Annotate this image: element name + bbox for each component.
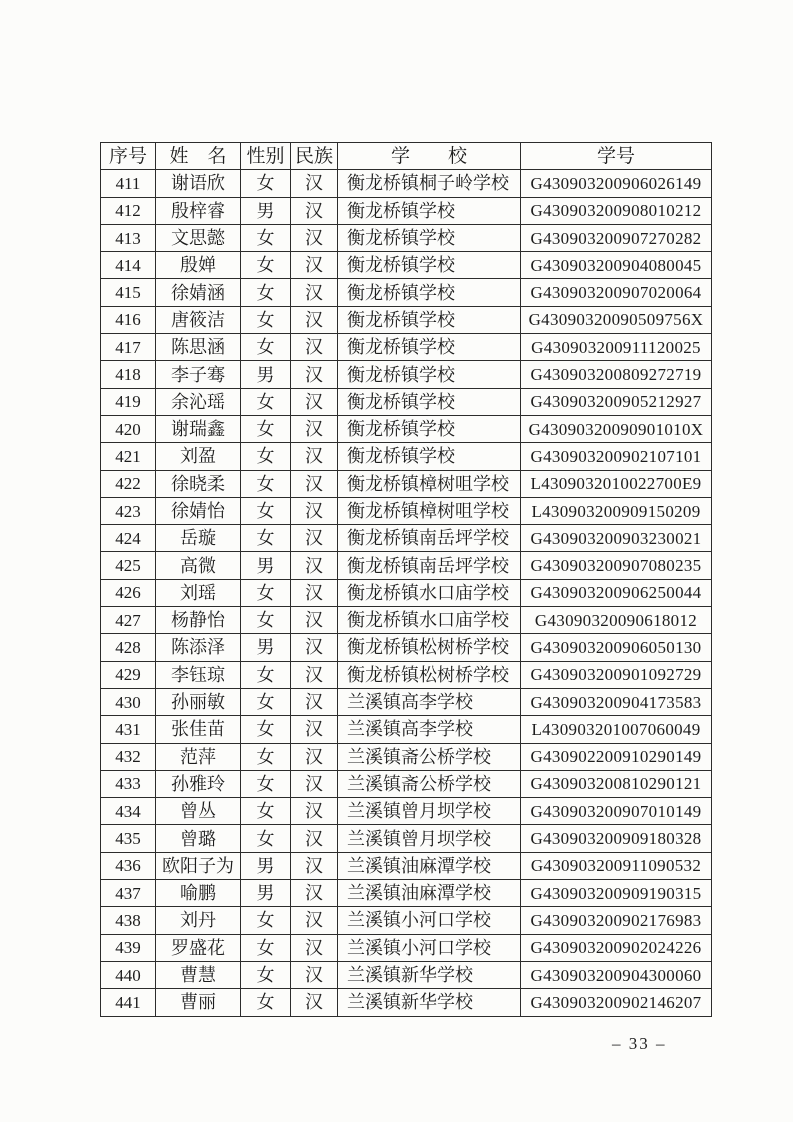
cell-student-id: G430903200907270282: [521, 224, 712, 251]
cell-student-id: G430903200907080235: [521, 552, 712, 579]
cell-gender: 女: [241, 798, 291, 825]
page-number: – 33 –: [612, 1034, 667, 1053]
cell-name: 欧阳子为: [156, 852, 241, 879]
table-row: [101, 798, 712, 825]
cell-ethnicity: 汉: [291, 880, 338, 907]
cell-gender: 女: [241, 334, 291, 361]
cell-student-id: G430903200911090532: [521, 852, 712, 879]
cell-gender: 女: [241, 770, 291, 797]
cell-student-id: G43090320090901010X: [521, 415, 712, 442]
table-row: [101, 279, 712, 306]
table-row: [101, 825, 712, 852]
cell-name: 殷梓睿: [156, 197, 241, 224]
cell-school: 衡龙桥镇水口庙学校: [338, 579, 521, 606]
cell-gender: 女: [241, 825, 291, 852]
cell-name: 罗盛花: [156, 934, 241, 961]
cell-serial: 430: [101, 688, 156, 715]
cell-name: 刘盈: [156, 443, 241, 470]
cell-serial: 428: [101, 634, 156, 661]
table-row: [101, 361, 712, 388]
cell-serial: 427: [101, 607, 156, 634]
cell-student-id: G430903200907020064: [521, 279, 712, 306]
cell-serial: 426: [101, 579, 156, 606]
cell-serial: 441: [101, 989, 156, 1016]
cell-ethnicity: 汉: [291, 388, 338, 415]
cell-serial: 411: [101, 170, 156, 197]
cell-serial: 424: [101, 525, 156, 552]
cell-gender: 女: [241, 252, 291, 279]
cell-student-id: G430903200809272719: [521, 361, 712, 388]
cell-school: 衡龙桥镇樟树咀学校: [338, 497, 521, 524]
table-row: [101, 989, 712, 1016]
cell-serial: 438: [101, 907, 156, 934]
cell-ethnicity: 汉: [291, 907, 338, 934]
cell-ethnicity: 汉: [291, 743, 338, 770]
table-row: [101, 770, 712, 797]
table-row: [101, 443, 712, 470]
cell-school: 衡龙桥镇学校: [338, 279, 521, 306]
cell-student-id: G430903200902024226: [521, 934, 712, 961]
cell-serial: 437: [101, 880, 156, 907]
header-serial: 序号: [101, 143, 156, 170]
table-row: [101, 880, 712, 907]
cell-student-id: G430903200902176983: [521, 907, 712, 934]
cell-student-id: G430903200911120025: [521, 334, 712, 361]
cell-student-id: G430903200904080045: [521, 252, 712, 279]
table-row: [101, 197, 712, 224]
table-header-row: [101, 143, 712, 170]
header-name: 姓 名: [156, 143, 241, 170]
cell-gender: 女: [241, 989, 291, 1016]
cell-serial: 435: [101, 825, 156, 852]
cell-serial: 413: [101, 224, 156, 251]
cell-ethnicity: 汉: [291, 470, 338, 497]
cell-ethnicity: 汉: [291, 252, 338, 279]
cell-serial: 423: [101, 497, 156, 524]
cell-ethnicity: 汉: [291, 224, 338, 251]
cell-serial: 416: [101, 306, 156, 333]
cell-school: 衡龙桥镇学校: [338, 334, 521, 361]
cell-ethnicity: 汉: [291, 525, 338, 552]
cell-gender: 女: [241, 716, 291, 743]
cell-name: 文思懿: [156, 224, 241, 251]
header-gender: 性别: [241, 143, 291, 170]
cell-school: 兰溪镇油麻潭学校: [338, 880, 521, 907]
cell-school: 衡龙桥镇学校: [338, 252, 521, 279]
cell-name: 曹慧: [156, 961, 241, 988]
cell-school: 衡龙桥镇桐子岭学校: [338, 170, 521, 197]
roster-body: [101, 170, 712, 1016]
cell-name: 陈思涵: [156, 334, 241, 361]
cell-student-id: G430902200910290149: [521, 743, 712, 770]
cell-ethnicity: 汉: [291, 825, 338, 852]
table-row: [101, 525, 712, 552]
cell-school: 衡龙桥镇学校: [338, 443, 521, 470]
cell-student-id: G430903200906250044: [521, 579, 712, 606]
cell-school: 衡龙桥镇松树桥学校: [338, 661, 521, 688]
cell-student-id: G430903200902107101: [521, 443, 712, 470]
cell-gender: 男: [241, 197, 291, 224]
cell-gender: 女: [241, 661, 291, 688]
cell-name: 殷婵: [156, 252, 241, 279]
table-row: [101, 743, 712, 770]
cell-ethnicity: 汉: [291, 497, 338, 524]
cell-ethnicity: 汉: [291, 770, 338, 797]
cell-ethnicity: 汉: [291, 579, 338, 606]
cell-school: 兰溪镇曾月坝学校: [338, 798, 521, 825]
cell-serial: 440: [101, 961, 156, 988]
cell-school: 衡龙桥镇水口庙学校: [338, 607, 521, 634]
cell-name: 徐婧涵: [156, 279, 241, 306]
cell-ethnicity: 汉: [291, 961, 338, 988]
cell-student-id: L4309032010022700E9: [521, 470, 712, 497]
cell-school: 兰溪镇新华学校: [338, 989, 521, 1016]
table-row: [101, 579, 712, 606]
cell-student-id: G430903200909190315: [521, 880, 712, 907]
cell-ethnicity: 汉: [291, 197, 338, 224]
cell-ethnicity: 汉: [291, 361, 338, 388]
cell-serial: 431: [101, 716, 156, 743]
cell-student-id: G430903200905212927: [521, 388, 712, 415]
cell-name: 徐晓柔: [156, 470, 241, 497]
cell-ethnicity: 汉: [291, 989, 338, 1016]
cell-school: 兰溪镇斋公桥学校: [338, 743, 521, 770]
cell-student-id: G430903200909180328: [521, 825, 712, 852]
cell-name: 陈添泽: [156, 634, 241, 661]
table-row: [101, 552, 712, 579]
cell-school: 兰溪镇小河口学校: [338, 934, 521, 961]
cell-serial: 433: [101, 770, 156, 797]
cell-school: 衡龙桥镇南岳坪学校: [338, 525, 521, 552]
table-row: [101, 306, 712, 333]
cell-name: 杨静怡: [156, 607, 241, 634]
table-row: [101, 961, 712, 988]
header-school: 学 校: [338, 143, 521, 170]
cell-ethnicity: 汉: [291, 661, 338, 688]
table-row: [101, 497, 712, 524]
cell-gender: 女: [241, 907, 291, 934]
cell-ethnicity: 汉: [291, 552, 338, 579]
cell-student-id: G430903200907010149: [521, 798, 712, 825]
cell-school: 衡龙桥镇学校: [338, 224, 521, 251]
table-row: [101, 934, 712, 961]
table-row: [101, 907, 712, 934]
cell-serial: 429: [101, 661, 156, 688]
cell-school: 兰溪镇油麻潭学校: [338, 852, 521, 879]
cell-ethnicity: 汉: [291, 852, 338, 879]
cell-student-id: G430903200904173583: [521, 688, 712, 715]
cell-serial: 439: [101, 934, 156, 961]
cell-ethnicity: 汉: [291, 688, 338, 715]
cell-student-id: L430903200909150209: [521, 497, 712, 524]
cell-school: 衡龙桥镇南岳坪学校: [338, 552, 521, 579]
cell-gender: 女: [241, 688, 291, 715]
cell-gender: 女: [241, 388, 291, 415]
cell-ethnicity: 汉: [291, 415, 338, 442]
cell-serial: 412: [101, 197, 156, 224]
cell-serial: 436: [101, 852, 156, 879]
cell-gender: 女: [241, 497, 291, 524]
cell-name: 刘丹: [156, 907, 241, 934]
cell-ethnicity: 汉: [291, 443, 338, 470]
cell-ethnicity: 汉: [291, 716, 338, 743]
cell-name: 徐婧怡: [156, 497, 241, 524]
cell-name: 范萍: [156, 743, 241, 770]
cell-ethnicity: 汉: [291, 607, 338, 634]
cell-school: 兰溪镇高李学校: [338, 688, 521, 715]
table-row: [101, 388, 712, 415]
cell-name: 李子骞: [156, 361, 241, 388]
cell-name: 李钰琼: [156, 661, 241, 688]
cell-gender: 女: [241, 743, 291, 770]
cell-name: 喻鹏: [156, 880, 241, 907]
cell-gender: 女: [241, 961, 291, 988]
cell-school: 衡龙桥镇学校: [338, 197, 521, 224]
cell-gender: 女: [241, 306, 291, 333]
cell-ethnicity: 汉: [291, 279, 338, 306]
table-row: [101, 688, 712, 715]
cell-school: 衡龙桥镇学校: [338, 361, 521, 388]
cell-name: 岳璇: [156, 525, 241, 552]
table-row: [101, 470, 712, 497]
cell-student-id: G430903200810290121: [521, 770, 712, 797]
cell-serial: 415: [101, 279, 156, 306]
cell-gender: 女: [241, 170, 291, 197]
cell-name: 唐筱洁: [156, 306, 241, 333]
cell-name: 高微: [156, 552, 241, 579]
table-row: [101, 634, 712, 661]
cell-student-id: G430903200902146207: [521, 989, 712, 1016]
table-row: [101, 415, 712, 442]
cell-school: 兰溪镇小河口学校: [338, 907, 521, 934]
cell-name: 曾丛: [156, 798, 241, 825]
cell-ethnicity: 汉: [291, 170, 338, 197]
cell-school: 衡龙桥镇学校: [338, 415, 521, 442]
cell-school: 兰溪镇斋公桥学校: [338, 770, 521, 797]
cell-name: 孙雅玲: [156, 770, 241, 797]
cell-ethnicity: 汉: [291, 334, 338, 361]
cell-serial: 418: [101, 361, 156, 388]
cell-school: 兰溪镇曾月坝学校: [338, 825, 521, 852]
cell-school: 衡龙桥镇樟树咀学校: [338, 470, 521, 497]
cell-student-id: G430903200906050130: [521, 634, 712, 661]
table-row: [101, 607, 712, 634]
cell-student-id: L430903201007060049: [521, 716, 712, 743]
cell-gender: 女: [241, 279, 291, 306]
cell-gender: 女: [241, 607, 291, 634]
cell-ethnicity: 汉: [291, 306, 338, 333]
cell-school: 衡龙桥镇松树桥学校: [338, 634, 521, 661]
cell-name: 张佳苗: [156, 716, 241, 743]
cell-gender: 男: [241, 634, 291, 661]
cell-name: 曾璐: [156, 825, 241, 852]
cell-student-id: G430903200906026149: [521, 170, 712, 197]
cell-serial: 425: [101, 552, 156, 579]
cell-student-id: G430903200904300060: [521, 961, 712, 988]
cell-ethnicity: 汉: [291, 934, 338, 961]
header-ethnicity: 民族: [291, 143, 338, 170]
cell-student-id: G430903200908010212: [521, 197, 712, 224]
cell-school: 兰溪镇高李学校: [338, 716, 521, 743]
cell-gender: 男: [241, 361, 291, 388]
table-row: [101, 334, 712, 361]
cell-gender: 女: [241, 579, 291, 606]
cell-gender: 女: [241, 934, 291, 961]
cell-serial: 417: [101, 334, 156, 361]
header-student-id: 学号: [521, 143, 712, 170]
cell-gender: 男: [241, 852, 291, 879]
cell-gender: 男: [241, 552, 291, 579]
cell-gender: 女: [241, 415, 291, 442]
cell-name: 曹丽: [156, 989, 241, 1016]
cell-school: 衡龙桥镇学校: [338, 388, 521, 415]
cell-serial: 421: [101, 443, 156, 470]
cell-school: 兰溪镇新华学校: [338, 961, 521, 988]
cell-name: 谢瑞鑫: [156, 415, 241, 442]
cell-ethnicity: 汉: [291, 634, 338, 661]
cell-school: 衡龙桥镇学校: [338, 306, 521, 333]
cell-serial: 422: [101, 470, 156, 497]
student-roster-table: [100, 142, 712, 1017]
cell-student-id: G430903200901092729: [521, 661, 712, 688]
cell-gender: 女: [241, 224, 291, 251]
table-row: [101, 852, 712, 879]
cell-serial: 414: [101, 252, 156, 279]
cell-name: 谢语欣: [156, 170, 241, 197]
cell-name: 余沁瑶: [156, 388, 241, 415]
cell-serial: 420: [101, 415, 156, 442]
table-row: [101, 661, 712, 688]
cell-ethnicity: 汉: [291, 798, 338, 825]
cell-gender: 女: [241, 470, 291, 497]
cell-gender: 女: [241, 443, 291, 470]
cell-serial: 432: [101, 743, 156, 770]
cell-serial: 419: [101, 388, 156, 415]
cell-serial: 434: [101, 798, 156, 825]
cell-gender: 女: [241, 525, 291, 552]
cell-student-id: G43090320090618012: [521, 607, 712, 634]
cell-student-id: G430903200903230021: [521, 525, 712, 552]
table-row: [101, 224, 712, 251]
cell-name: 刘瑶: [156, 579, 241, 606]
cell-gender: 男: [241, 880, 291, 907]
table-row: [101, 716, 712, 743]
cell-name: 孙丽敏: [156, 688, 241, 715]
table-row: [101, 170, 712, 197]
cell-student-id: G43090320090509756X: [521, 306, 712, 333]
table-row: [101, 252, 712, 279]
